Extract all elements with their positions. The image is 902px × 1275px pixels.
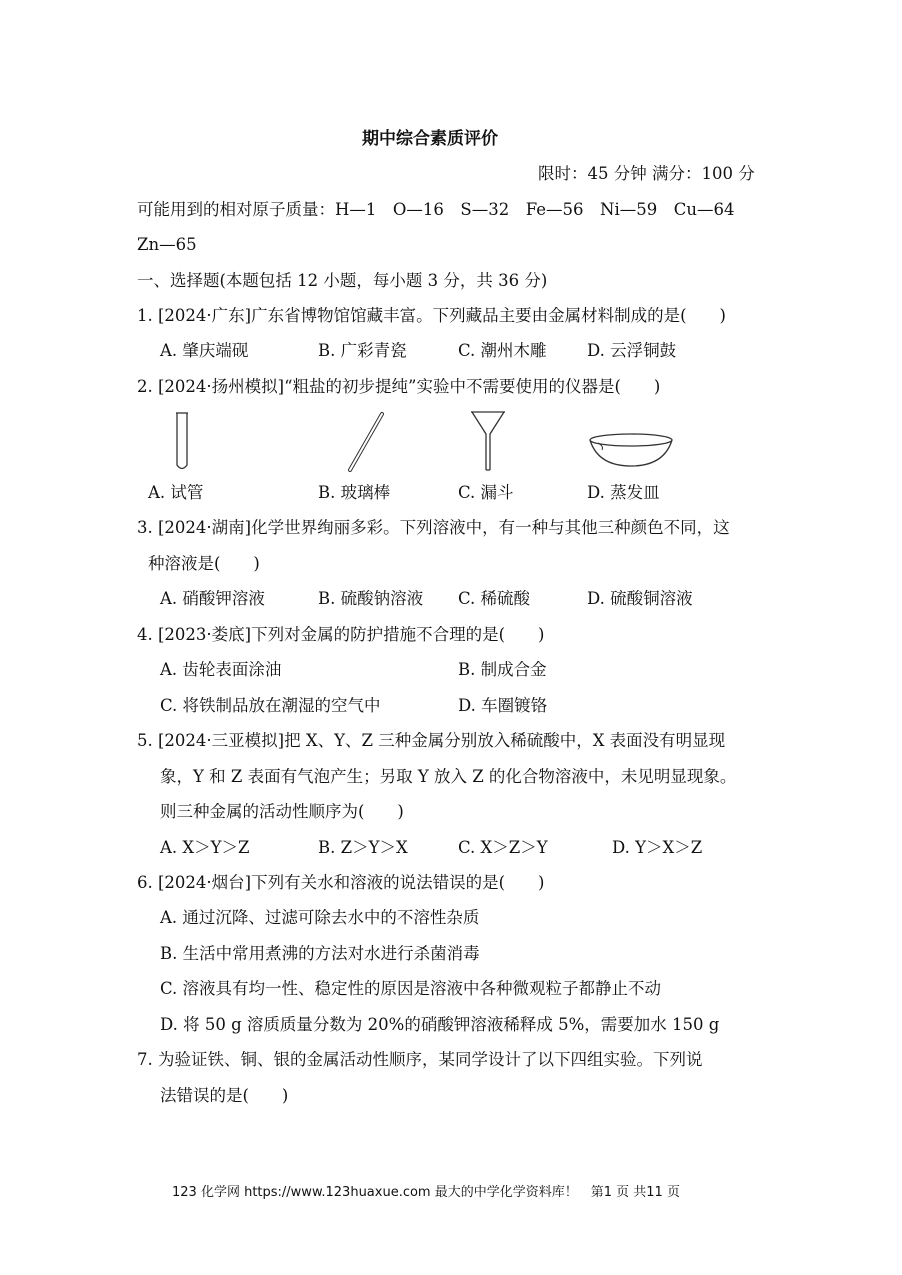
question-4-option-b: B. 制成合金 — [458, 660, 547, 679]
question-3-stem-line1: 3. [2024·湖南]化学世界绚丽多彩。下列溶液中，有一种与其他三种颜色不同，这 — [137, 518, 730, 537]
question-5-option-b: B. Z＞Y＞X — [318, 838, 408, 857]
question-5-option-a: A. X＞Y＞Z — [160, 838, 250, 857]
question-5-stem-line1: 5. [2024·三亚模拟]把 X、Y、Z 三种金属分别放入稀硫酸中，X 表面没有明显现 — [137, 731, 726, 750]
question-6-option-c: C. 溶液具有均一性、稳定性的原因是溶液中各种微观粒子都静止不动 — [160, 979, 662, 998]
time-limit: 限时：45 分钟 满分：100 分 — [538, 164, 755, 183]
question-5-option-d: D. Y＞X＞Z — [612, 838, 703, 857]
question-4-option-a: A. 齿轮表面涂油 — [160, 660, 282, 679]
question-3-option-a: A. 硝酸钾溶液 — [160, 589, 265, 608]
question-2-option-a: A. 试管 — [148, 483, 204, 502]
question-2-option-d: D. 蒸发皿 — [587, 483, 660, 502]
question-2-option-c: C. 漏斗 — [458, 483, 514, 502]
question-4-option-c: C. 将铁制品放在潮湿的空气中 — [160, 696, 381, 715]
question-2-stem: 2. [2024·扬州模拟]“粗盐的初步提纯”实验中不需要使用的仪器是( ) — [137, 377, 661, 396]
question-3-option-b: B. 硫酸钠溶液 — [318, 589, 424, 608]
question-3-stem-line2: 种溶液是( ) — [148, 554, 260, 573]
question-7-stem-line2: 法错误的是( ) — [160, 1086, 289, 1105]
question-1-option-d: D. 云浮铜鼓 — [587, 341, 677, 360]
atomic-masses-line1: 可能用到的相对原子质量：H—1 O—16 S—32 Fe—56 Ni—59 Cu—64 — [137, 200, 735, 219]
question-6-option-a: A. 通过沉降、过滤可除去水中的不溶性杂质 — [160, 908, 480, 927]
question-6-option-b: B. 生活中常用煮沸的方法对水进行杀菌消毒 — [160, 944, 480, 963]
test-tube-illustration — [174, 412, 190, 472]
question-5-stem-line3: 则三种金属的活动性顺序为( ) — [160, 802, 404, 821]
question-4-option-d: D. 车圈镀铬 — [458, 696, 548, 715]
funnel-illustration — [470, 410, 506, 472]
question-6-stem: 6. [2024·烟台]下列有关水和溶液的说法错误的是( ) — [137, 873, 545, 892]
section-heading: 一、选择题(本题包括 12 小题，每小题 3 分，共 36 分) — [137, 271, 548, 290]
question-6-option-d: D. 将 50 g 溶质质量分数为 20%的硝酸钾溶液稀释成 5%，需要加水 150 g — [160, 1015, 720, 1034]
page-title: 期中综合素质评价 — [362, 129, 498, 149]
question-1-option-c: C. 潮州木雕 — [458, 341, 547, 360]
question-3-option-c: C. 稀硫酸 — [458, 589, 531, 608]
question-7-stem-line1: 7. 为验证铁、铜、银的金属活动性顺序，某同学设计了以下四组实验。下列说 — [137, 1050, 703, 1069]
question-5-stem-line2: 象，Y 和 Z 表面有气泡产生；另取 Y 放入 Z 的化合物溶液中，未见明显现象。 — [160, 767, 737, 786]
evaporating-dish-illustration — [588, 432, 674, 468]
question-1-option-b: B. 广彩青瓷 — [318, 341, 407, 360]
question-5-option-c: C. X＞Z＞Y — [458, 838, 548, 857]
question-3-option-d: D. 硫酸铜溶液 — [587, 589, 693, 608]
question-1-stem: 1. [2024·广东]广东省博物馆馆藏丰富。下列藏品主要由金属材料制成的是( ) — [137, 306, 726, 325]
glass-rod-illustration — [346, 412, 386, 472]
question-1-option-a: A. 肇庆端砚 — [160, 341, 249, 360]
question-4-stem: 4. [2023·娄底]下列对金属的防护措施不合理的是( ) — [137, 625, 545, 644]
question-2-option-b: B. 玻璃棒 — [318, 483, 391, 502]
page-footer: 123 化学网 https://www.123huaxue.com 最大的中学化学资料库！ 第1 页 共11 页 — [172, 1185, 680, 1200]
atomic-masses-line2: Zn—65 — [137, 235, 197, 254]
